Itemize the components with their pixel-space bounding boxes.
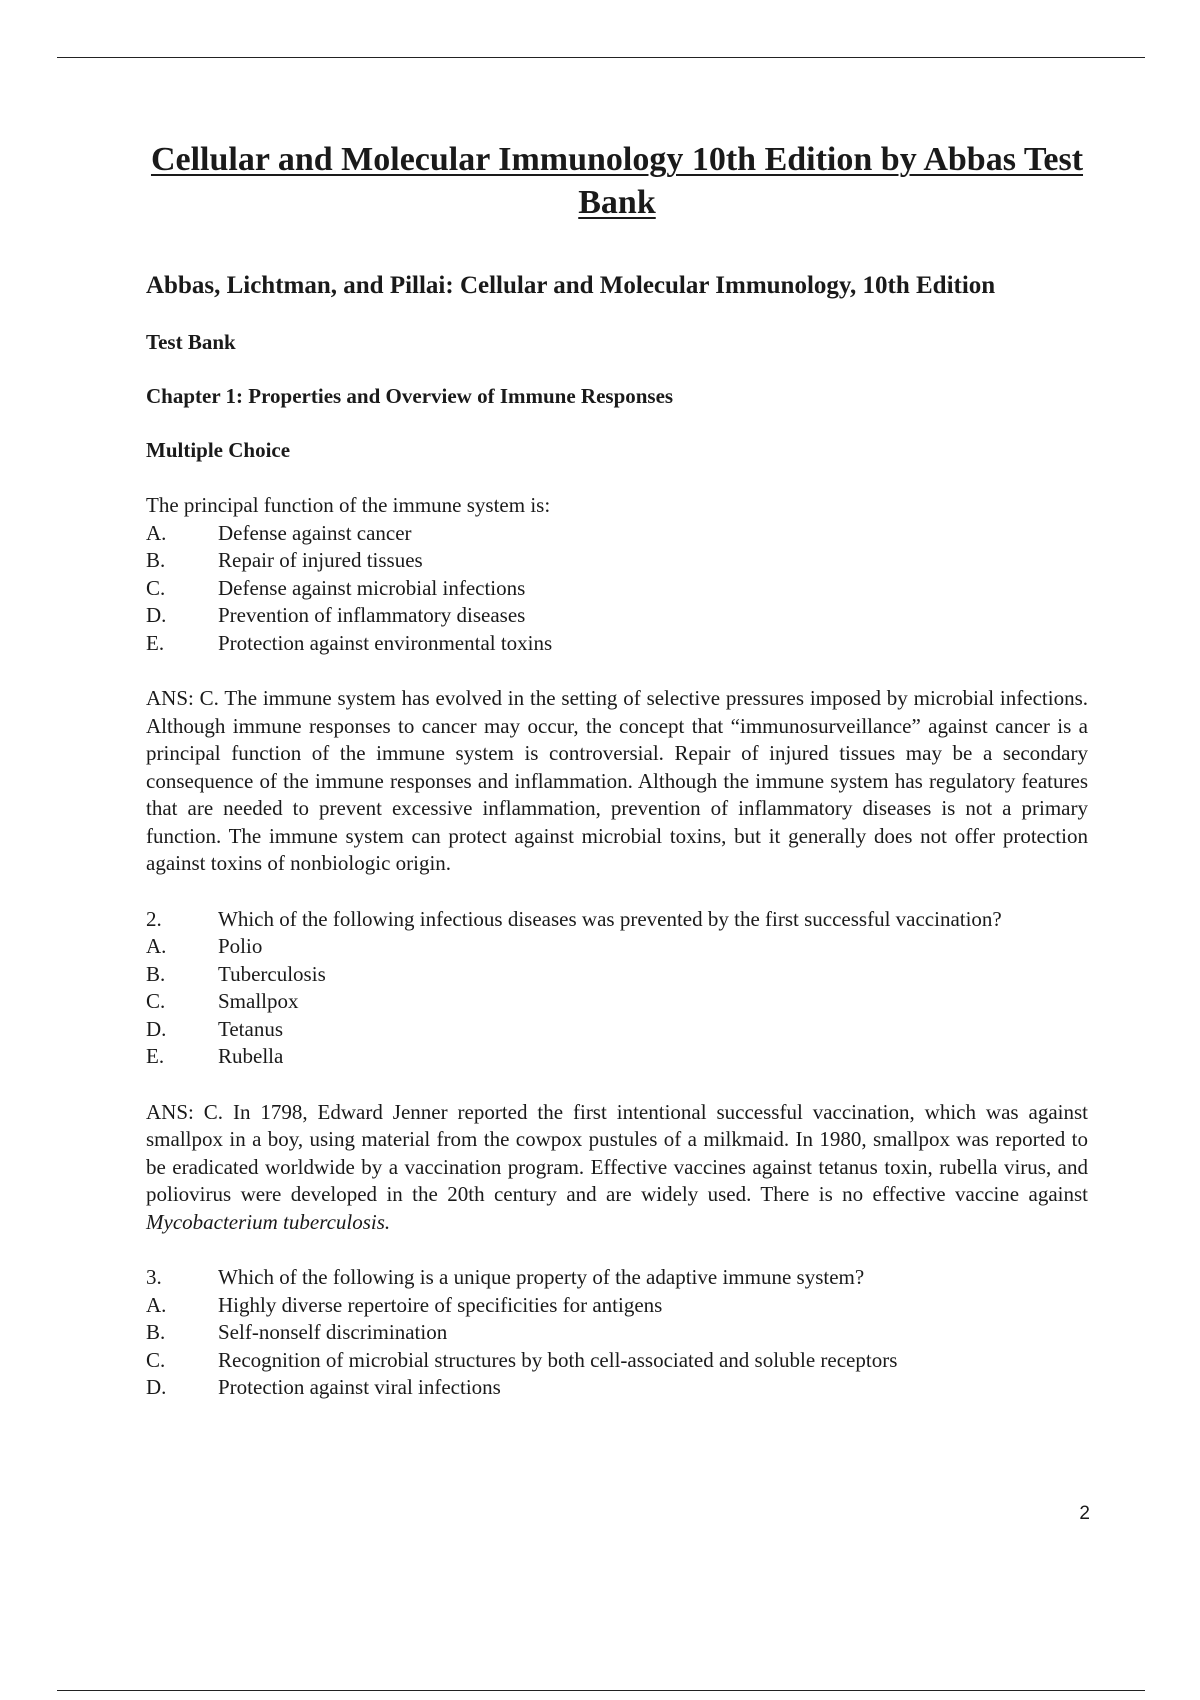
question-2 <box>146 906 1088 1071</box>
option-text: Tuberculosis <box>218 961 326 986</box>
top-rule <box>57 57 1145 58</box>
answer-option <box>146 1016 1088 1044</box>
option-text: Polio <box>218 934 263 958</box>
option-text: Recognition of microbial structures by both cell-associated and soluble receptors <box>218 1347 898 1372</box>
option-text: Defense against microbial infections <box>218 575 526 600</box>
option-text: Prevention of inflammatory diseases <box>218 603 526 627</box>
question-number: 2. <box>146 906 162 931</box>
option-text: Defense against cancer <box>218 520 412 545</box>
book-subtitle: Abbas, Lichtman, and Pillai: Cellular and Molecular Immunology, 10th Edition <box>146 272 996 299</box>
section-label: Test Bank <box>146 330 236 354</box>
answer-option <box>146 1043 1088 1071</box>
option-text: Highly diverse repertoire of specificities for antigens <box>218 1292 663 1317</box>
option-text: Repair of injured tissues <box>218 548 423 572</box>
answer-option <box>146 988 1088 1016</box>
page-number: 2 <box>1079 1503 1090 1524</box>
answer-option <box>146 630 1088 658</box>
option-letter: A. <box>146 1292 167 1317</box>
question-stem <box>146 906 1088 934</box>
question-type-label: Multiple Choice <box>146 438 291 462</box>
option-letter: B. <box>146 961 166 986</box>
option-letter: D. <box>146 1016 167 1041</box>
page-content <box>146 138 1088 1402</box>
option-letter: D. <box>146 603 167 627</box>
answer-option <box>146 933 1088 961</box>
answer-explanation-2 <box>146 1099 1088 1237</box>
option-letter: B. <box>146 548 166 572</box>
answer-option <box>146 1319 1088 1347</box>
question-stem: The principal function of the immune system is: <box>146 493 551 517</box>
answer-explanation-1: ANS: C. The immune system has evolved in the setting of selective pressures imposed by microbial infections. Although immune responses to cancer may occur, the concept that “immunosurveillance” against cancer is a principal function of the immune system is controversial. Repair of injured tissues may be a secondary consequence of the immune responses and inflammation. Although the immune system has regulatory features that are needed to prevent excessive inflammation, prevention of inflammatory diseases is not a primary function. The immune system can protect against microbial toxins, but it generally does not offer protection against toxins of nonbiologic origin. <box>146 686 1088 875</box>
question-3 <box>146 1264 1088 1402</box>
answer-option <box>146 547 1088 575</box>
answer-option <box>146 575 1088 603</box>
option-text: Rubella <box>218 1044 284 1068</box>
organism-name: Mycobacterium tuberculosis. <box>146 1209 391 1234</box>
answer-option <box>146 961 1088 989</box>
option-text: Protection against environmental toxins <box>218 630 553 655</box>
answer-text: ANS: C. In 1798, Edward Jenner reported the first intentional successful vaccination, which was against smallpox in a boy, using material from the cowpox pustules of a milkmaid. In 1980, smallpox was reported to be eradicated worldwide by a vaccination program. Effective vaccines against tetanus toxin, rubella virus, and poliovirus were developed in the 20th century and are widely used. There is no effective vaccine against <box>146 1099 1088 1206</box>
answer-option <box>146 1292 1088 1320</box>
option-letter: C. <box>146 989 166 1013</box>
answer-option <box>146 1374 1088 1402</box>
question-1 <box>146 492 1088 657</box>
option-text: Self-nonself discrimination <box>218 1320 448 1344</box>
document-title: Cellular and Molecular Immunology 10th Edition by Abbas Test Bank <box>150 141 1084 221</box>
option-letter: B. <box>146 1320 166 1344</box>
chapter-label: Chapter 1: Properties and Overview of Immune Responses <box>146 384 674 408</box>
option-letter: C. <box>146 1347 166 1372</box>
option-letter: A. <box>146 520 167 545</box>
bottom-rule <box>57 1690 1145 1691</box>
option-text: Protection against viral infections <box>218 1375 501 1399</box>
question-number: 3. <box>146 1265 162 1289</box>
question-stem-text: Which of the following is a unique property of the adaptive immune system? <box>218 1265 865 1289</box>
option-letter: E. <box>146 630 165 655</box>
option-text: Smallpox <box>218 989 299 1013</box>
option-letter: A. <box>146 934 167 958</box>
option-text: Tetanus <box>218 1016 284 1041</box>
question-stem <box>146 1264 1088 1292</box>
answer-option <box>146 520 1088 548</box>
answer-option <box>146 1347 1088 1375</box>
option-letter: D. <box>146 1375 167 1399</box>
question-stem-text: Which of the following infectious diseases was prevented by the first successful vaccination? <box>218 906 1002 931</box>
answer-option <box>146 602 1088 630</box>
option-letter: E. <box>146 1044 165 1068</box>
option-letter: C. <box>146 575 166 600</box>
